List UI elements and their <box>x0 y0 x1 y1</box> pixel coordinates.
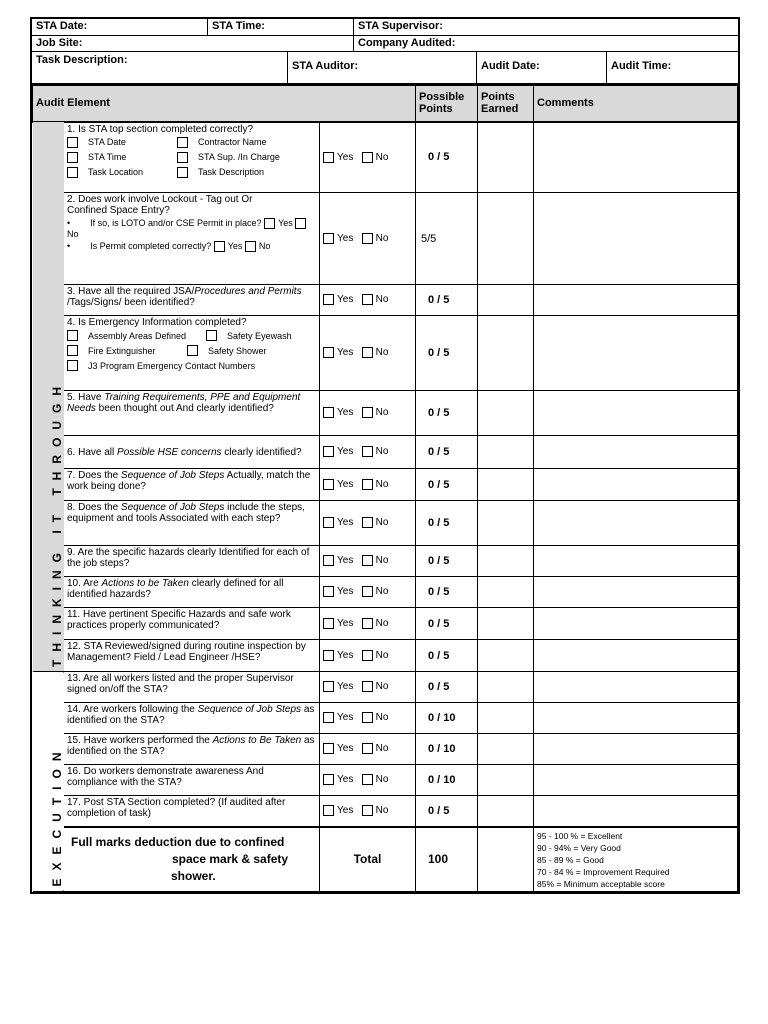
question-6: 6. Have all Possible HSE concerns clearly identified? <box>64 436 320 469</box>
question-2: 2. Does work involve Lockout - Tag out Or Confined Space Entry? • If so, is LOTO and/or CSE Permit in place? Yes No • Is Permit completed correctly? Yes No <box>64 193 320 285</box>
sta-date-field[interactable]: STA Date: <box>32 19 208 35</box>
yes-checkbox[interactable] <box>323 152 334 163</box>
table-row <box>33 193 738 285</box>
points-earned-header: Points Earned <box>478 86 534 122</box>
comments-cell[interactable] <box>534 608 738 640</box>
points-earned-cell[interactable] <box>478 734 534 765</box>
points-earned-cell[interactable] <box>478 285 534 316</box>
comments-cell[interactable] <box>534 391 738 436</box>
possible-points: 0 / 10 <box>416 734 478 765</box>
question-16: 16. Do workers demonstrate awareness And compliance with the STA? <box>64 765 320 796</box>
question-13: 13. Are all workers listed and the proper Supervisor signed on/off the STA? <box>64 672 320 703</box>
no-checkbox[interactable] <box>362 446 373 457</box>
no-checkbox[interactable] <box>362 586 373 597</box>
question-12: 12. STA Reviewed/signed during routine inspection by Management? Field / Lead Engineer /HSE? <box>64 640 320 672</box>
deduction-note: Full marks deduction due to confined space mark & safety shower. <box>64 827 320 892</box>
yes-checkbox[interactable] <box>323 517 334 528</box>
checkbox[interactable] <box>67 137 78 148</box>
job-site-field[interactable]: Job Site: <box>32 36 354 51</box>
yes-no-cell: Yes No <box>320 285 416 316</box>
table-row <box>33 577 738 608</box>
question-3: 3. Have all the required JSA/Procedures and Permits /Tags/Signs/ been identified? <box>64 285 320 316</box>
question-17: 17. Post STA Section completed? (If audited after completion of task) <box>64 796 320 827</box>
header-row-1 <box>32 19 738 36</box>
no-checkbox[interactable] <box>362 805 373 816</box>
no-checkbox[interactable] <box>362 407 373 418</box>
table-row <box>33 122 738 193</box>
checkbox[interactable] <box>67 345 78 356</box>
checkbox[interactable] <box>187 345 198 356</box>
possible-points: 0 / 5 <box>416 316 478 391</box>
yes-checkbox[interactable] <box>323 743 334 754</box>
section-label-execution: EXECUTION <box>33 672 64 892</box>
checkbox[interactable] <box>67 167 78 178</box>
header-row-3 <box>32 52 738 85</box>
yes-no-cell: Yes No <box>320 765 416 796</box>
yes-checkbox[interactable] <box>323 774 334 785</box>
points-earned-cell[interactable] <box>478 122 534 193</box>
audit-table <box>32 85 738 892</box>
yes-checkbox[interactable] <box>323 555 334 566</box>
yes-checkbox[interactable] <box>323 407 334 418</box>
no-checkbox[interactable] <box>362 681 373 692</box>
question-8: 8. Does the Sequence of Job Steps include the steps, equipment and tools Associated with each step? <box>64 501 320 546</box>
checkbox[interactable] <box>67 360 78 371</box>
points-earned-cell[interactable] <box>478 501 534 546</box>
section-label-thinking: THINKING IT THROUGH <box>33 122 64 672</box>
possible-points: 0 / 5 <box>416 436 478 469</box>
comments-cell[interactable] <box>534 796 738 827</box>
comments-cell[interactable] <box>534 765 738 796</box>
table-row <box>33 469 738 501</box>
yes-no-cell: Yes No <box>320 193 416 285</box>
checkbox[interactable] <box>177 152 188 163</box>
yes-no-cell: Yes No <box>320 391 416 436</box>
checkbox[interactable] <box>214 241 225 252</box>
possible-points: 0 / 5 <box>416 608 478 640</box>
yes-no-cell: Yes No <box>320 469 416 501</box>
yes-checkbox[interactable] <box>323 650 334 661</box>
possible-points: 0 / 5 <box>416 469 478 501</box>
yes-no-cell: Yes No <box>320 796 416 827</box>
no-checkbox[interactable] <box>362 650 373 661</box>
comments-cell[interactable] <box>534 436 738 469</box>
possible-points: 0 / 5 <box>416 285 478 316</box>
yes-no-cell: Yes No <box>320 501 416 546</box>
comments-cell[interactable] <box>534 501 738 546</box>
question-7: 7. Does the Sequence of Job Steps Actually, match the work being done? <box>64 469 320 501</box>
yes-checkbox[interactable] <box>323 294 334 305</box>
possible-points: 0 / 10 <box>416 703 478 734</box>
yes-no-cell: Yes No <box>320 734 416 765</box>
table-row <box>33 436 738 469</box>
company-audited-field[interactable]: Company Audited: <box>358 37 456 49</box>
points-earned-cell[interactable] <box>478 316 534 391</box>
checkbox[interactable] <box>264 218 275 229</box>
yes-checkbox[interactable] <box>323 681 334 692</box>
table-row <box>33 285 738 316</box>
checkbox[interactable] <box>295 218 306 229</box>
yes-checkbox[interactable] <box>323 446 334 457</box>
checkbox[interactable] <box>245 241 256 252</box>
points-earned-cell[interactable] <box>478 765 534 796</box>
total-label: Total <box>320 827 416 892</box>
audit-time-field[interactable]: Audit Time: <box>611 60 672 72</box>
comments-cell[interactable] <box>534 734 738 765</box>
question-15: 15. Have workers performed the Actions to Be Taken as identified on the STA? <box>64 734 320 765</box>
comments-cell[interactable] <box>534 546 738 577</box>
table-row <box>33 640 738 672</box>
no-checkbox[interactable] <box>362 555 373 566</box>
checkbox[interactable] <box>177 167 188 178</box>
yes-no-cell: Yes No <box>320 577 416 608</box>
comments-cell[interactable] <box>534 703 738 734</box>
no-checkbox[interactable] <box>362 152 373 163</box>
no-checkbox[interactable] <box>362 774 373 785</box>
comments-cell[interactable] <box>534 577 738 608</box>
no-checkbox[interactable] <box>362 294 373 305</box>
possible-points: 0 / 5 <box>416 501 478 546</box>
yes-no-cell: Yes No <box>320 640 416 672</box>
yes-no-cell: Yes No <box>320 546 416 577</box>
table-row <box>33 703 738 734</box>
points-earned-cell[interactable] <box>478 577 534 608</box>
no-checkbox[interactable] <box>362 517 373 528</box>
table-row <box>33 316 738 391</box>
yes-no-cell: Yes No <box>320 608 416 640</box>
possible-points: 5/5 <box>416 193 478 285</box>
points-earned-cell[interactable] <box>478 608 534 640</box>
points-earned-cell[interactable] <box>478 640 534 672</box>
question-11: 11. Have pertinent Specific Hazards and safe work practices properly communicated? <box>64 608 320 640</box>
possible-points: 0 / 5 <box>416 640 478 672</box>
table-row <box>33 546 738 577</box>
yes-no-cell: Yes No <box>320 672 416 703</box>
comments-cell[interactable] <box>534 122 738 193</box>
sta-time-field[interactable]: STA Time: <box>208 19 354 35</box>
comments-cell[interactable] <box>534 672 738 703</box>
no-checkbox[interactable] <box>362 712 373 723</box>
possible-points: 0 / 5 <box>416 796 478 827</box>
possible-points: 0 / 5 <box>416 577 478 608</box>
comments-cell[interactable] <box>534 193 738 285</box>
no-checkbox[interactable] <box>362 743 373 754</box>
possible-points: 0 / 5 <box>416 546 478 577</box>
comments-cell[interactable] <box>534 285 738 316</box>
checkbox[interactable] <box>67 152 78 163</box>
question-10: 10. Are Actions to be Taken clearly defined for all identified hazards? <box>64 577 320 608</box>
comments-cell[interactable] <box>534 316 738 391</box>
yes-checkbox[interactable] <box>323 805 334 816</box>
audit-element-header: Audit Element <box>33 86 416 122</box>
checkbox[interactable] <box>177 137 188 148</box>
yes-checkbox[interactable] <box>323 347 334 358</box>
sta-audit-form <box>30 17 740 894</box>
sta-auditor-field[interactable]: STA Auditor: <box>288 52 477 83</box>
table-row <box>33 765 738 796</box>
checkbox[interactable] <box>67 330 78 341</box>
no-checkbox[interactable] <box>362 233 373 244</box>
comments-cell[interactable] <box>534 469 738 501</box>
comments-cell[interactable] <box>534 640 738 672</box>
score-scale: 95 - 100 % = Excellent 90 - 94% = Very Good 85 - 89 % = Good 70 - 84 % = Improvement Required 85% = Minimum acceptable score <box>534 827 738 892</box>
yes-no-cell: Yes No <box>320 316 416 391</box>
table-row <box>33 796 738 827</box>
points-earned-cell[interactable] <box>478 193 534 285</box>
no-checkbox[interactable] <box>362 347 373 358</box>
question-9: 9. Are the specific hazards clearly Identified for each of the job steps? <box>64 546 320 577</box>
points-earned-cell[interactable] <box>478 672 534 703</box>
points-earned-cell[interactable] <box>478 391 534 436</box>
yes-checkbox[interactable] <box>323 618 334 629</box>
points-earned-cell[interactable] <box>478 796 534 827</box>
question-14: 14. Are workers following the Sequence of Job Steps as identified on the STA? <box>64 703 320 734</box>
possible-points: 0 / 5 <box>416 122 478 193</box>
sta-supervisor-field[interactable]: STA Supervisor: <box>358 20 443 32</box>
points-earned-cell[interactable] <box>478 546 534 577</box>
points-earned-cell[interactable] <box>478 469 534 501</box>
checkbox[interactable] <box>206 330 217 341</box>
yes-no-cell: Yes No <box>320 122 416 193</box>
yes-no-cell: Yes No <box>320 436 416 469</box>
yes-checkbox[interactable] <box>323 479 334 490</box>
possible-points: 0 / 5 <box>416 672 478 703</box>
possible-points: 0 / 5 <box>416 391 478 436</box>
question-5: 5. Have Training Requirements, PPE and Equipment Needs been thought out And clearly identified? <box>64 391 320 436</box>
question-1: 1. Is STA top section completed correctly? STA Date Contractor Name STA Time STA Sup. /In Charge Task Location Task Description <box>64 122 320 193</box>
audit-date-field[interactable]: Audit Date: <box>477 52 607 83</box>
possible-points: 0 / 10 <box>416 765 478 796</box>
total-earned-cell[interactable] <box>478 827 534 892</box>
no-checkbox[interactable] <box>362 479 373 490</box>
total-row <box>33 827 738 892</box>
possible-points-header: Possible Points <box>416 86 478 122</box>
yes-no-cell: Yes No <box>320 703 416 734</box>
points-earned-cell[interactable] <box>478 436 534 469</box>
table-row <box>33 734 738 765</box>
points-earned-cell[interactable] <box>478 703 534 734</box>
task-description-field[interactable]: Task Description: <box>32 52 288 83</box>
table-header-row <box>33 86 738 122</box>
yes-checkbox[interactable] <box>323 233 334 244</box>
question-4: 4. Is Emergency Information completed? Assembly Areas Defined Safety Eyewash Fire Extinguisher Safety Shower J3 Program Emergency Contact Numbers <box>64 316 320 391</box>
comments-header: Comments <box>534 86 738 122</box>
table-row <box>33 501 738 546</box>
total-points: 100 <box>416 827 478 892</box>
yes-checkbox[interactable] <box>323 586 334 597</box>
header-row-2 <box>32 36 738 52</box>
no-checkbox[interactable] <box>362 618 373 629</box>
table-row <box>33 391 738 436</box>
table-row <box>33 672 738 703</box>
yes-checkbox[interactable] <box>323 712 334 723</box>
table-row <box>33 608 738 640</box>
